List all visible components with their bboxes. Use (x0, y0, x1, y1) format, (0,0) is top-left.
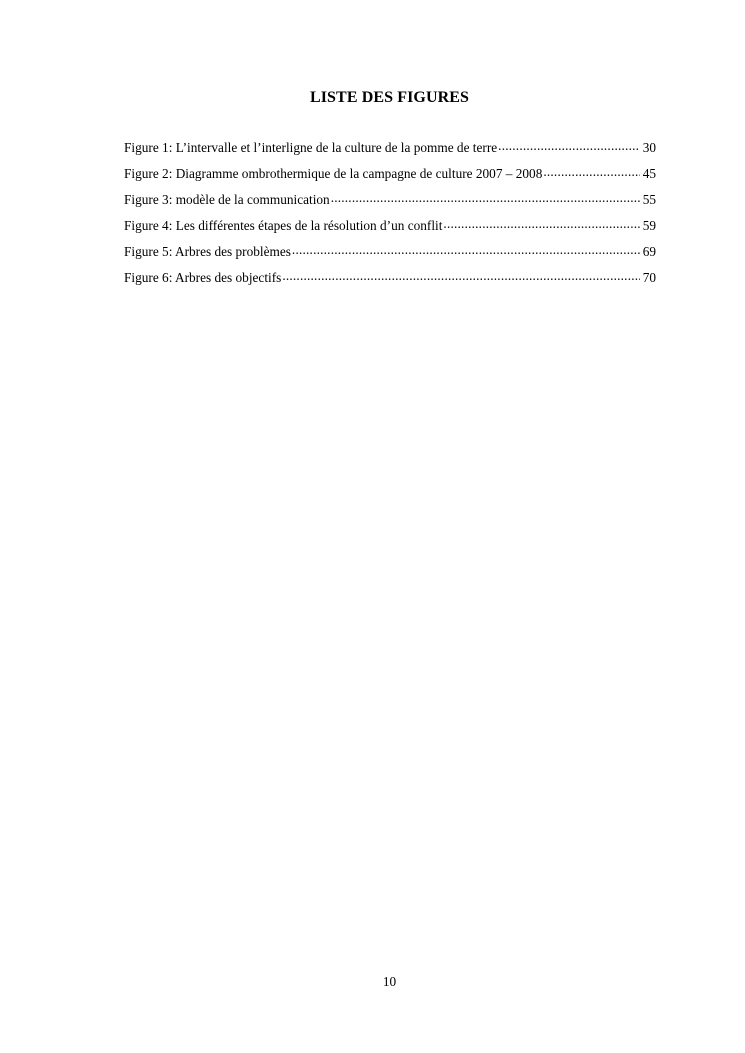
toc-entry-label: Figure 4: Les différentes étapes de la résolution d’un conflit (124, 218, 443, 233)
dot-leader (292, 242, 640, 256)
page-title: LISTE DES FIGURES (309, 89, 470, 106)
dot-leader (443, 216, 639, 230)
toc-entry-page-number: 30 (642, 140, 656, 155)
dot-leader (543, 164, 639, 178)
toc-entry-label: Figure 1: L’intervalle et l’interligne de la culture de la pomme de terre (124, 140, 498, 155)
toc-entry-page-number: 70 (642, 270, 656, 285)
page-number: 10 (382, 974, 397, 989)
dot-leader (282, 268, 639, 282)
toc-entry-page-number: 59 (642, 218, 656, 233)
toc-entry-figure-3[interactable] (124, 190, 656, 216)
toc-entry-figure-4[interactable] (124, 216, 656, 242)
list-of-figures (124, 138, 656, 294)
dot-leader (331, 190, 640, 204)
toc-entry-label: Figure 6: Arbres des objectifs (124, 270, 282, 285)
dot-leader (498, 138, 640, 152)
toc-entry-label: Figure 3: modèle de la communication (124, 192, 330, 207)
toc-entry-page-number: 69 (642, 244, 656, 259)
toc-entry-page-number: 45 (642, 166, 656, 181)
toc-entry-figure-2[interactable] (124, 164, 656, 190)
toc-entry-figure-6[interactable] (124, 268, 656, 294)
toc-entry-label: Figure 5: Arbres des problèmes (124, 244, 291, 259)
toc-entry-figure-5[interactable] (124, 242, 656, 268)
toc-entry-figure-1[interactable] (124, 138, 656, 164)
toc-entry-label: Figure 2: Diagramme ombrothermique de la campagne de culture 2007 – 2008 (124, 166, 543, 181)
toc-entry-page-number: 55 (642, 192, 656, 207)
